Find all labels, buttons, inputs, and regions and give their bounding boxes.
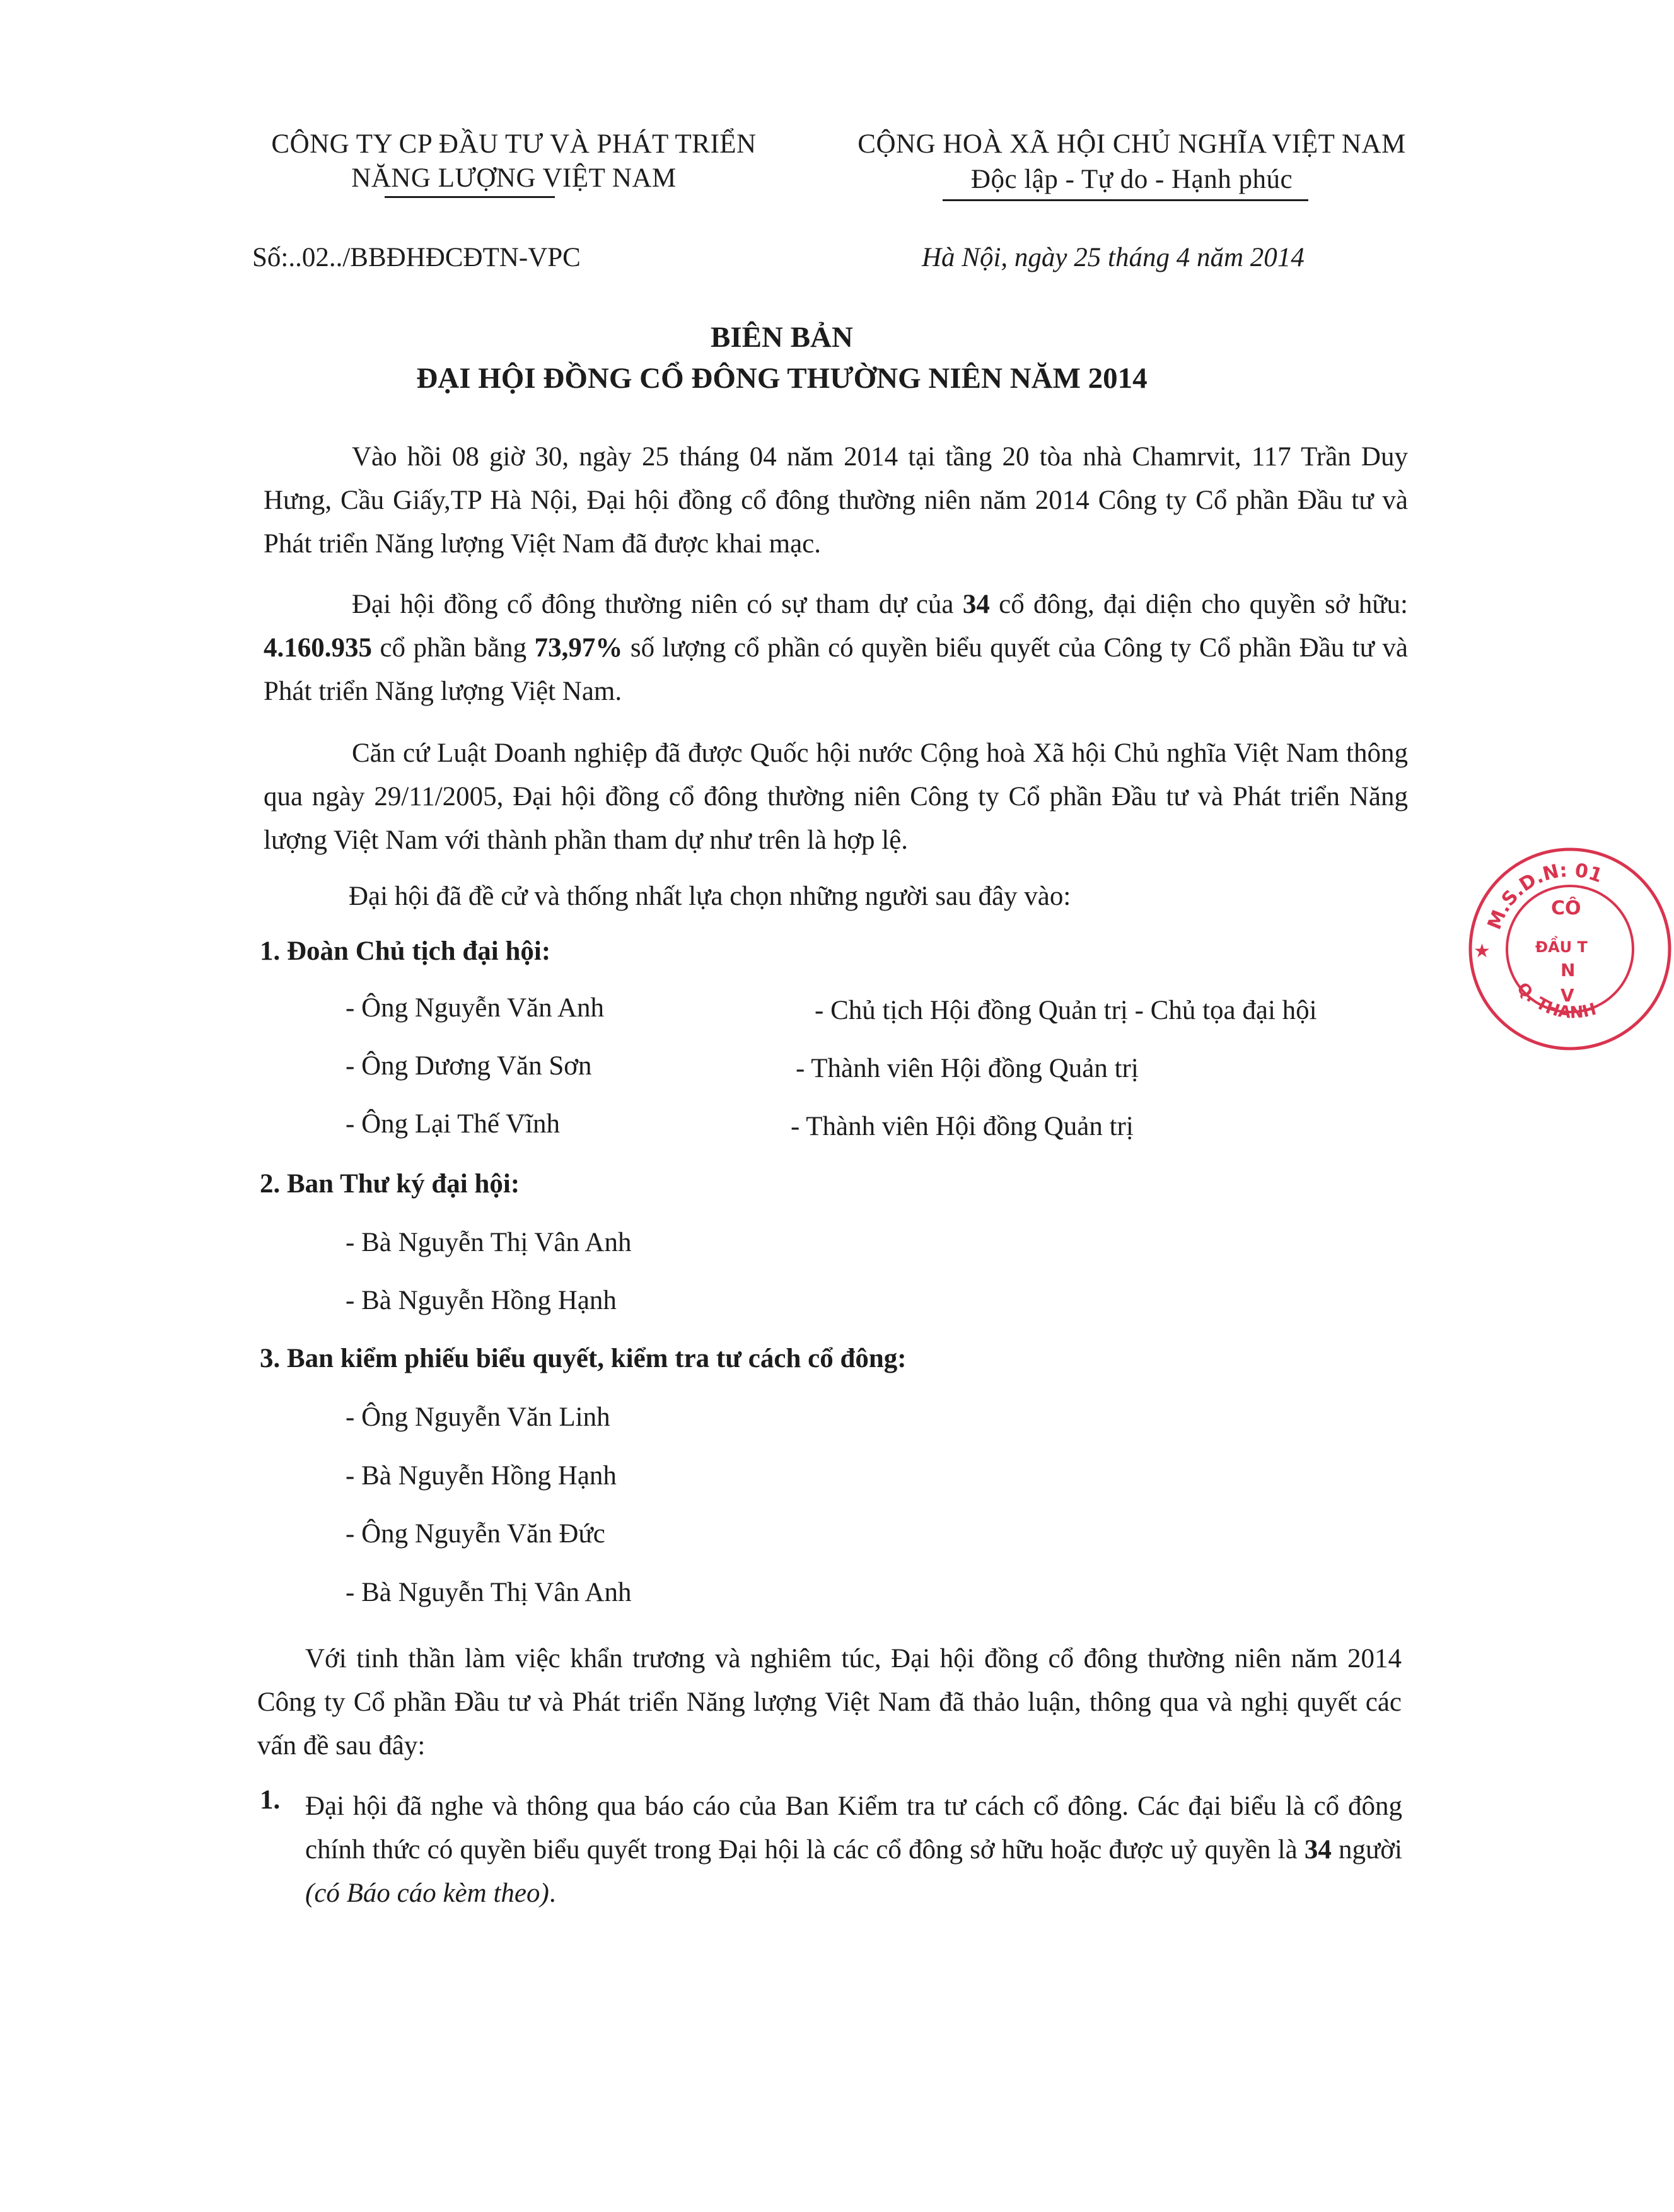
p2-text-a: Đại hội đồng cổ đông thường niên có sự tham dự của	[352, 590, 963, 619]
item-number: 1.	[260, 1785, 281, 1815]
seal-star-icon: ★	[1473, 941, 1491, 962]
seal-inner-text-4: V	[1561, 985, 1574, 1006]
section-heading-vote-counting: 3. Ban kiểm phiếu biểu quyết, kiểm tra tư cách cổ đông:	[260, 1344, 907, 1373]
motto: Độc lập - Tự do - Hạnh phúc	[970, 165, 1293, 194]
republic-name: CỘNG HOÀ XÃ HỘI CHỦ NGHĨA VIỆT NAM	[857, 129, 1406, 159]
document-subtitle: ĐẠI HỘI ĐỒNG CỔ ĐÔNG THƯỜNG NIÊN NĂM 2014	[416, 362, 1148, 395]
intro-paragraph-3: Căn cứ Luật Doanh nghiệp đã được Quốc hội nước Cộng hoà Xã hội Chủ nghĩa Việt Nam thông qua ngày 29/11/2005, Đại hội đồng cổ đông thường niên Công ty Cổ phần Đầu tư và Phát triển Năng lượng Việt Nam với thành phần tham dự như trên là hợp lệ.	[264, 738, 1408, 855]
intro-paragraph-2	[264, 583, 1408, 713]
share-percent: 73,97%	[534, 633, 623, 663]
member-role: - Thành viên Hội đồng Quản trị	[791, 1112, 1134, 1141]
item-1-end: .	[549, 1878, 556, 1908]
seal-inner-text-1: CÔ	[1551, 897, 1581, 919]
document-number: Số:..02../BBĐHĐCĐTN-VPC	[252, 243, 581, 272]
member-name: - Bà Nguyễn Hồng Hạnh	[346, 1286, 617, 1315]
member-name: - Bà Nguyễn Thị Vân Anh	[346, 1578, 632, 1607]
member-name: - Ông Nguyễn Văn Linh	[346, 1402, 610, 1432]
p2-text-d: số lượng cổ phần có quyền biểu quyết của Công ty Cổ phần Đầu tư và Phát triển Năng lượng Việt Nam.	[264, 633, 1408, 706]
item-1-text-a: Đại hội đã nghe và thông qua báo cáo của Ban Kiểm tra tư cách cổ đông. Các đại biểu là cổ đông chính thức có quyền biểu quyết trong Đại hội là các cổ đông sở hữu hoặc được uỷ quyền là	[305, 1791, 1402, 1865]
motto-underline	[943, 199, 1308, 201]
member-name: - Ông Dương Văn Sơn	[346, 1051, 592, 1081]
company-underline	[385, 196, 555, 198]
company-name-line2: NĂNG LƯỢNG VIỆT NAM	[351, 163, 677, 193]
section-heading-presidium: 1. Đoàn Chủ tịch đại hội:	[260, 936, 551, 966]
seal-inner-text-3: N	[1561, 960, 1576, 981]
seal-ring-text: M.S.D.N: 01	[1483, 859, 1605, 933]
intro-paragraph-4: Đại hội đã đề cử và thống nhất lựa chọn những người sau đây vào:	[349, 882, 1071, 911]
section-heading-secretariat: 2. Ban Thư ký đại hội:	[260, 1169, 520, 1199]
intro-paragraph-1: Vào hồi 08 giờ 30, ngày 25 tháng 04 năm 2014 tại tầng 20 tòa nhà Chamrvit, 117 Trần Duy Hưng, Cầu Giấy,TP Hà Nội, Đại hội đồng cổ đông thường niên năm 2014 Công ty Cổ phần Đầu tư và Phát triển Năng lượng Việt Nam đã được khai mạc.	[264, 442, 1408, 559]
p2-text-b: cổ đông, đại diện cho quyền sở hữu:	[989, 590, 1408, 619]
item-1-text-b: người	[1331, 1835, 1402, 1865]
item-1-text	[305, 1784, 1402, 1915]
member-name: - Bà Nguyễn Thị Vân Anh	[346, 1228, 632, 1257]
seal-inner-text-2: ĐẦU T	[1535, 938, 1588, 956]
member-role: - Chủ tịch Hội đồng Quản trị - Chủ tọa đại hội	[815, 996, 1317, 1025]
company-seal	[1466, 845, 1674, 1053]
p2-text-c: cổ phần bằng	[372, 633, 535, 663]
member-name: - Ông Lại Thế Vĩnh	[346, 1109, 560, 1139]
company-name-line1: CÔNG TY CP ĐẦU TƯ VÀ PHÁT TRIỂN	[271, 129, 757, 159]
discussion-paragraph: Với tinh thần làm việc khẩn trương và nghiêm túc, Đại hội đồng cổ đông thường niên năm 2014 Công ty Cổ phần Đầu tư và Phát triển Năng lượng Việt Nam đã thảo luận, thông qua và nghị quyết các vấn đề sau đây:	[257, 1644, 1402, 1761]
member-name: - Ông Nguyễn Văn Đức	[346, 1519, 605, 1549]
member-role: - Thành viên Hội đồng Quản trị	[796, 1054, 1139, 1083]
delegate-count: 34	[1304, 1835, 1332, 1865]
item-1-note: (có Báo cáo kèm theo)	[305, 1878, 549, 1908]
document-title: BIÊN BẢN	[711, 321, 853, 354]
share-count: 4.160.935	[264, 633, 372, 663]
member-name: - Ông Nguyễn Văn Anh	[346, 993, 605, 1023]
seal-bottom-text: Q. THANH	[1513, 979, 1598, 1023]
member-name: - Bà Nguyễn Hồng Hạnh	[346, 1461, 617, 1491]
place-date: Hà Nội, ngày 25 tháng 4 năm 2014	[922, 243, 1305, 272]
shareholder-count: 34	[962, 590, 990, 619]
